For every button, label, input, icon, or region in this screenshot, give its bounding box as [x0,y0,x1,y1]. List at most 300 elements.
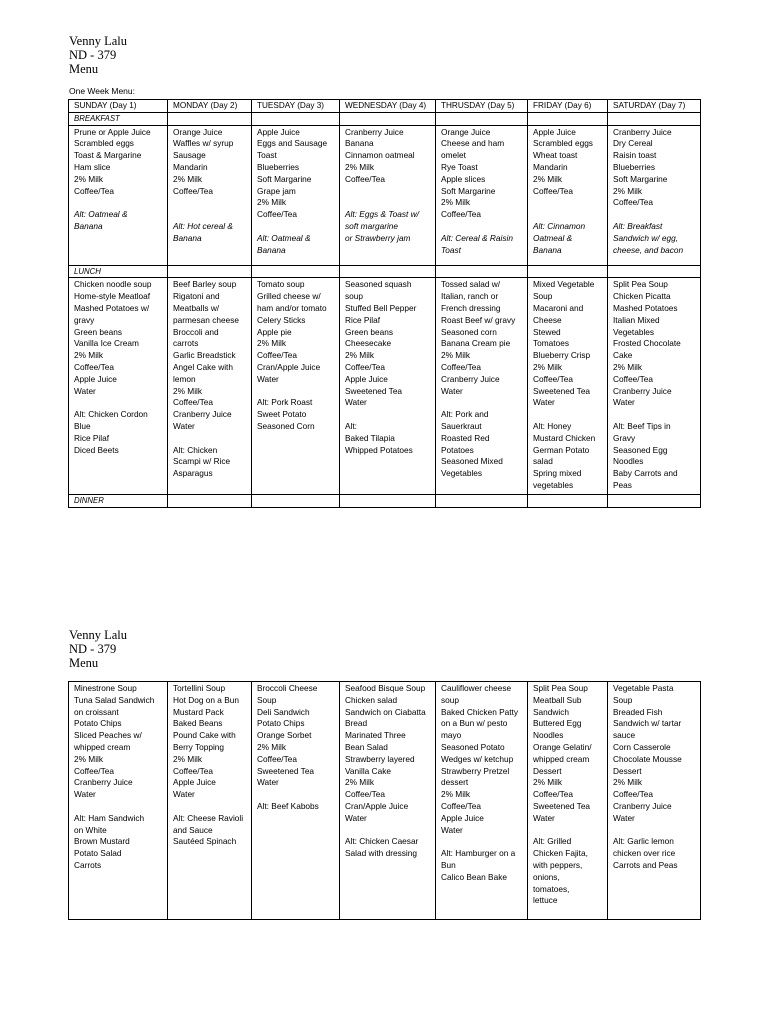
line-gap [345,197,432,209]
menu-item: Brown Mustard [74,836,130,847]
menu-item: 2% Milk [173,753,203,764]
menu-item: Sandwich w/ tartar [613,718,682,729]
line-gap [173,801,248,813]
menu-item: Water [613,397,635,408]
menu-item: Salad with dressing [345,848,417,859]
menu-item: Potato Chips [74,718,122,729]
menu-item: Mandarin [533,161,568,172]
menu-item: Rice Pilaf [74,432,110,443]
menu-item: Coffee/Tea [613,197,653,208]
menu-cell [608,125,701,265]
menu-item: Potato Chips [257,718,305,729]
menu-item: 2% Milk [441,789,471,800]
menu-item: 2% Milk [74,350,104,361]
line-gap [74,397,164,409]
menu-item: omelet [441,150,466,161]
menu-item: Scrambled eggs [74,138,134,149]
menu-item: Wedges w/ ketchup [441,753,514,764]
menu-item: Coffee/Tea [173,185,213,196]
menu-item: Minestrone Soup [74,683,137,693]
menu-item: Asparagus [173,468,213,479]
menu-item: 2% Milk [533,777,563,788]
menu-item: dessert [441,777,469,788]
menu-item: Coffee/Tea [613,789,653,800]
menu-cell [69,682,168,920]
menu-item: Vanilla Ice Cream [74,338,139,349]
menu-item: Wheat toast [533,150,578,161]
menu-item: Sautéed Spinach [173,836,237,847]
menu-item: cheese, and bacon [613,244,684,255]
menu-cell [168,278,252,494]
menu-item: Coffee/Tea [345,361,385,372]
menu-item: Water [533,812,555,823]
menu-item: Oatmeal & [533,232,573,243]
menu-item: Seasoned Corn [257,420,315,431]
menu-item: Vegetable Pasta [613,683,674,693]
menu-item: Green beans [345,326,393,337]
menu-item: Corn Casserole [613,741,671,752]
day-header: FRIDAY (Day 6) [528,100,608,113]
menu-item: Pound Cake with [173,730,236,741]
menu-item: Apple Juice [257,126,300,137]
line-gap [441,397,524,409]
menu-item: Sweetened Tea [257,765,315,776]
menu-item: Coffee/Tea [533,373,573,384]
menu-item: Gravy [613,432,636,443]
menu-item: Beef Barley soup [173,279,237,290]
menu-item: Alt: Beef Tips in [613,420,671,431]
menu-item: Italian, ranch or [441,291,499,302]
menu-item: salad [533,456,553,467]
menu-item: Alt: Pork Roast [257,397,313,408]
menu-item: 2% Milk [257,741,287,752]
menu-item: Raisin toast [613,150,657,161]
menu-item: Stuffed Bell Pepper [345,302,417,313]
menu-item: Water [345,812,367,823]
menu-item: Orange Gelatin/ [533,741,592,752]
menu-item: Cranberry Juice [441,373,500,384]
menu-item: Home-style Meatloaf [74,291,151,302]
menu-item: Soft Margarine [257,173,312,184]
lunch-label-row [69,265,701,278]
menu-item: mayo [441,730,462,741]
menu-item: onions, [533,871,560,882]
menu-item: Cheese and ham [441,138,505,149]
dinner-row [69,682,701,920]
menu-cell [168,125,252,265]
menu-item: Coffee/Tea [173,397,213,408]
menu-item: Berry Topping [173,741,225,752]
menu-item: Apple slices [441,173,486,184]
menu-item: Mustard Pack [173,706,224,717]
menu-item: Cranberry Juice [345,126,404,137]
line-gap [441,836,524,848]
menu-item: Baked Chicken Patty [441,706,519,717]
menu-item: Alt: Cinnamon [533,220,586,231]
menu-item: Spring mixed [533,468,582,479]
menu-item: Buttered Egg [533,718,582,729]
menu-item: Dessert [533,765,562,776]
menu-item: Soup [257,694,277,705]
day-header: SATURDAY (Day 7) [608,100,701,113]
line-gap [613,825,697,837]
menu-item: Meatball Sub [533,694,582,705]
menu-item: Banana [173,232,202,243]
menu-item: Celery Sticks [257,314,306,325]
menu-item: Chocolate Mousse [613,753,682,764]
menu-item: Water [74,789,96,800]
line-gap [345,409,432,421]
menu-item: Rice Pilaf [345,314,381,325]
menu-item: Tomatoes [533,338,569,349]
menu-item: Blueberry Crisp [533,350,591,361]
line-gap [533,209,604,221]
menu-item: 2% Milk [613,777,643,788]
day-header: MONDAY (Day 2) [168,100,252,113]
menu-item: Vanilla Cake [345,765,391,776]
menu-item: Blueberries [257,161,299,172]
menu-item: Seasoned Mixed [441,456,503,467]
menu-item: Blue [74,420,91,431]
menu-item: Mandarin [173,161,208,172]
menu-item: Alt: Cereal & Raisin [441,232,513,243]
doc-title: Menu [69,656,99,670]
menu-item: 2% Milk [613,185,643,196]
menu-item: Hot Dog on a Bun [173,694,239,705]
menu-item: Seasoned squash [345,279,412,290]
line-gap [257,789,336,801]
menu-item: Sliced Peaches w/ [74,730,142,741]
line-gap [74,197,164,209]
menu-cell [528,125,608,265]
menu-item: Deli Sandwich [257,706,310,717]
menu-item: Water [173,789,195,800]
menu-item: Broccoli and [173,326,219,337]
day-header: WEDNESDAY (Day 4) [340,100,436,113]
menu-item: Bean Salad [345,741,388,752]
day-header: TUESDAY (Day 3) [252,100,340,113]
line-gap [173,197,248,209]
menu-item: Apple pie [257,326,292,337]
menu-item: Orange Sorbet [257,730,312,741]
week-menu-label: One Week Menu: [69,86,135,96]
menu-item: Mashed Potatoes w/ [74,302,150,313]
menu-item: Sweetened Tea [533,800,591,811]
menu-item: Coffee/Tea [441,361,481,372]
line-gap [345,825,432,837]
menu-item: Alt: Oatmeal & [74,209,128,220]
menu-item: Strawberry Pretzel [441,765,510,776]
line-gap [257,386,336,398]
menu-item: Soft Margarine [441,185,496,196]
menu-item: Grilled cheese w/ [257,291,321,302]
dinner-label: DINNER [69,494,168,507]
menu-item: Banana [345,138,374,149]
menu-item: 2% Milk [257,197,287,208]
menu-item: Water [173,420,195,431]
line-gap [613,209,697,221]
dinner-menu-table [68,681,701,920]
breakfast-row [69,125,701,265]
menu-item: soup [345,291,363,302]
doc-title: Menu [69,62,99,76]
menu-item: 2% Milk [74,753,104,764]
menu-item: Coffee/Tea [345,789,385,800]
menu-item: and Sauce [173,824,213,835]
menu-item: Macaroni and [533,302,584,313]
menu-item: Cheese [533,314,562,325]
menu-item: Cranberry Juice [613,385,672,396]
menu-item: Bun [441,859,456,870]
menu-item: Mashed Potatoes [613,302,678,313]
line-gap [441,221,524,233]
menu-item: Whipped Potatoes [345,444,413,455]
menu-item: soup [441,694,459,705]
menu-item: Coffee/Tea [533,789,573,800]
menu-item: Coffee/Tea [74,765,114,776]
menu-item: Carrots and Peas [613,859,678,870]
lunch-label: LUNCH [69,265,168,278]
author-name: Venny Lalu [69,34,127,48]
menu-item: Coffee/Tea [173,765,213,776]
menu-item: Seasoned Egg [613,444,668,455]
menu-item: soft margarine [345,220,399,231]
menu-item: Cranberry Juice [613,800,672,811]
menu-item: on White [74,824,107,835]
menu-item: Ham slice [74,161,111,172]
menu-item: 2% Milk [257,338,287,349]
menu-item: Banana [257,244,286,255]
menu-item: Diced Beets [74,444,119,455]
menu-item: Alt: Eggs & Toast w/ [345,209,419,220]
menu-item: Alt: Hot cereal & [173,220,233,231]
menu-item: Cranberry Juice [173,409,232,420]
menu-item: whipped cream [74,741,131,752]
menu-item: Soup [533,291,553,302]
menu-item: Alt: Breakfast [613,220,663,231]
menu-item: Coffee/Tea [533,185,573,196]
menu-item: Soup [613,694,633,705]
dinner-label-row [69,494,701,507]
menu-item: German Potato [533,444,590,455]
menu-cell [252,682,340,920]
menu-item: Cauliflower cheese [441,683,512,693]
menu-item: Soft Margarine [613,173,668,184]
menu-item: Cranberry Juice [74,777,133,788]
line-gap [257,221,336,233]
menu-item: Coffee/Tea [345,173,385,184]
menu-cell [528,278,608,494]
menu-item: Baked Beans [173,718,223,729]
line-gap [613,409,697,421]
menu-item: Dessert [613,765,642,776]
menu-item: Garlic Breadstick [173,350,236,361]
menu-item: Marinated Three [345,730,406,741]
menu-item: Apple Juice [74,373,117,384]
menu-item: Alt: Chicken Cordon [74,409,148,420]
day-header: THRUSDAY (Day 5) [436,100,528,113]
menu-item: Coffee/Tea [257,350,297,361]
menu-item: Blueberries [613,161,655,172]
menu-item: Grape jam [257,185,296,196]
menu-item: Water [345,397,367,408]
menu-item: Baked Tilapia [345,432,395,443]
menu-item: Banana Cream pie [441,338,511,349]
menu-item: lemon [173,373,196,384]
menu-item: Apple Juice [173,777,216,788]
menu-item: Water [613,812,635,823]
menu-item: Roasted Red [441,432,490,443]
menu-cell [436,278,528,494]
line-gap [173,209,248,221]
breakfast-label-row [69,112,701,125]
menu-cell [608,278,701,494]
menu-item: 2% Milk [345,350,375,361]
menu-cell [69,278,168,494]
menu-item: Seafood Bisque Soup [345,683,426,693]
menu-item: 2% Milk [613,361,643,372]
menu-item: Seasoned corn [441,326,497,337]
menu-item: Eggs and Sausage [257,138,328,149]
menu-item: 2% Milk [345,161,375,172]
menu-item: Italian Mixed [613,314,660,325]
menu-item: Water [441,824,463,835]
menu-item: carrots [173,338,199,349]
menu-item: Meatballs w/ [173,302,220,313]
menu-item: French dressing [441,302,501,313]
menu-cell [528,682,608,920]
menu-item: with peppers, [533,859,583,870]
menu-item: vegetables [533,479,574,490]
menu-item: Noodles [533,730,564,741]
menu-item: on a Bun w/ pesto [441,718,508,729]
menu-item: Roast Beef w/ gravy [441,314,516,325]
menu-item: Alt: Beef Kabobs [257,800,319,811]
menu-item: Potatoes [441,444,474,455]
menu-item: Banana [74,220,103,231]
menu-item: Apple Juice [441,812,484,823]
menu-item: Broccoli Cheese [257,683,318,693]
menu-item: Sandwich on Ciabatta [345,706,426,717]
menu-item: Prune or Apple Juice [74,126,151,137]
menu-item: Rigatoni and [173,291,220,302]
menu-item: Coffee/Tea [257,209,297,220]
menu-item: 2% Milk [173,173,203,184]
menu-item: 2% Milk [533,173,563,184]
line-gap [533,197,604,209]
menu-item: Sausage [173,150,206,161]
menu-item: 2% Milk [533,361,563,372]
menu-item: Water [441,385,463,396]
menu-item: on croissant [74,706,119,717]
menu-item: Mixed Vegetable [533,279,595,290]
line-gap [74,801,164,813]
lunch-row [69,278,701,494]
course-code: ND - 379 [69,48,117,62]
menu-item: Stewed [533,326,561,337]
menu-cell [436,682,528,920]
week-menu-table [68,99,701,508]
menu-item: 2% Milk [173,385,203,396]
menu-item: Orange Juice [173,126,223,137]
menu-item: tomatoes, [533,883,570,894]
menu-item: Waffles w/ syrup [173,138,234,149]
menu-item: Vegetables [613,326,655,337]
menu-item: Orange Juice [441,126,491,137]
menu-item: Coffee/Tea [441,800,481,811]
menu-item: Coffee/Tea [613,373,653,384]
menu-cell [252,278,340,494]
menu-item: Cran/Apple Juice [345,800,409,811]
menu-item: Split Pea Soup [613,279,668,290]
menu-item: Coffee/Tea [74,185,114,196]
breakfast-label: BREAKFAST [69,112,168,125]
menu-item: Peas [613,479,632,490]
menu-item: Alt: Ham Sandwich [74,812,145,823]
menu-item: Breaded Fish [613,706,663,717]
menu-item: Alt: Cheese Ravioli [173,812,244,823]
menu-item: 2% Milk [441,350,471,361]
menu-item: Alt: Hamburger on a [441,848,516,859]
menu-item: Dry Cereal [613,138,653,149]
menu-item: Sauerkraut [441,420,482,431]
menu-item: Alt: Chicken Caesar [345,836,419,847]
menu-item: Tomato soup [257,279,305,290]
menu-item: Sweetened Tea [533,385,591,396]
menu-item: Coffee/Tea [441,209,481,220]
menu-item: Calico Bean Bake [441,871,507,882]
menu-item: sauce [613,730,636,741]
menu-item: Alt: Pork and [441,409,489,420]
menu-item: Cheesecake [345,338,392,349]
menu-item: Cranberry Juice [613,126,672,137]
menu-item: Sandwich [533,706,569,717]
menu-item: Alt: Grilled [533,836,572,847]
menu-item: Alt: Honey [533,420,572,431]
menu-cell [168,682,252,920]
menu-item: Baby Carrots and [613,468,678,479]
menu-item: lettuce [533,895,558,906]
line-gap [173,433,248,445]
menu-cell [252,125,340,265]
author-name: Venny Lalu [69,628,127,642]
menu-item: ham and/or tomato [257,302,327,313]
menu-item: Vegetables [441,468,483,479]
menu-item: or Strawberry jam [345,232,411,243]
menu-item: Frosted Chocolate [613,338,681,349]
menu-item: Carrots [74,859,102,870]
line-gap [345,186,432,198]
menu-cell [436,125,528,265]
menu-item: Coffee/Tea [74,361,114,372]
menu-item: Mustard Chicken [533,432,596,443]
menu-item: Green beans [74,326,122,337]
menu-item: Chicken Fajita, [533,848,588,859]
menu-item: Apple Juice [345,373,388,384]
menu-item: Water [257,777,279,788]
menu-item: Scrambled eggs [533,138,593,149]
menu-item: parmesan cheese [173,314,239,325]
menu-item: Chicken salad [345,694,398,705]
menu-item: Split Pea Soup [533,683,588,693]
menu-item: Alt: Chicken [173,444,218,455]
line-gap [533,409,604,421]
menu-item: 2% Milk [441,197,471,208]
menu-item: Tortellini Soup [173,683,226,693]
menu-item: Bread [345,718,368,729]
menu-cell [340,125,436,265]
menu-item: chicken over rice [613,848,676,859]
